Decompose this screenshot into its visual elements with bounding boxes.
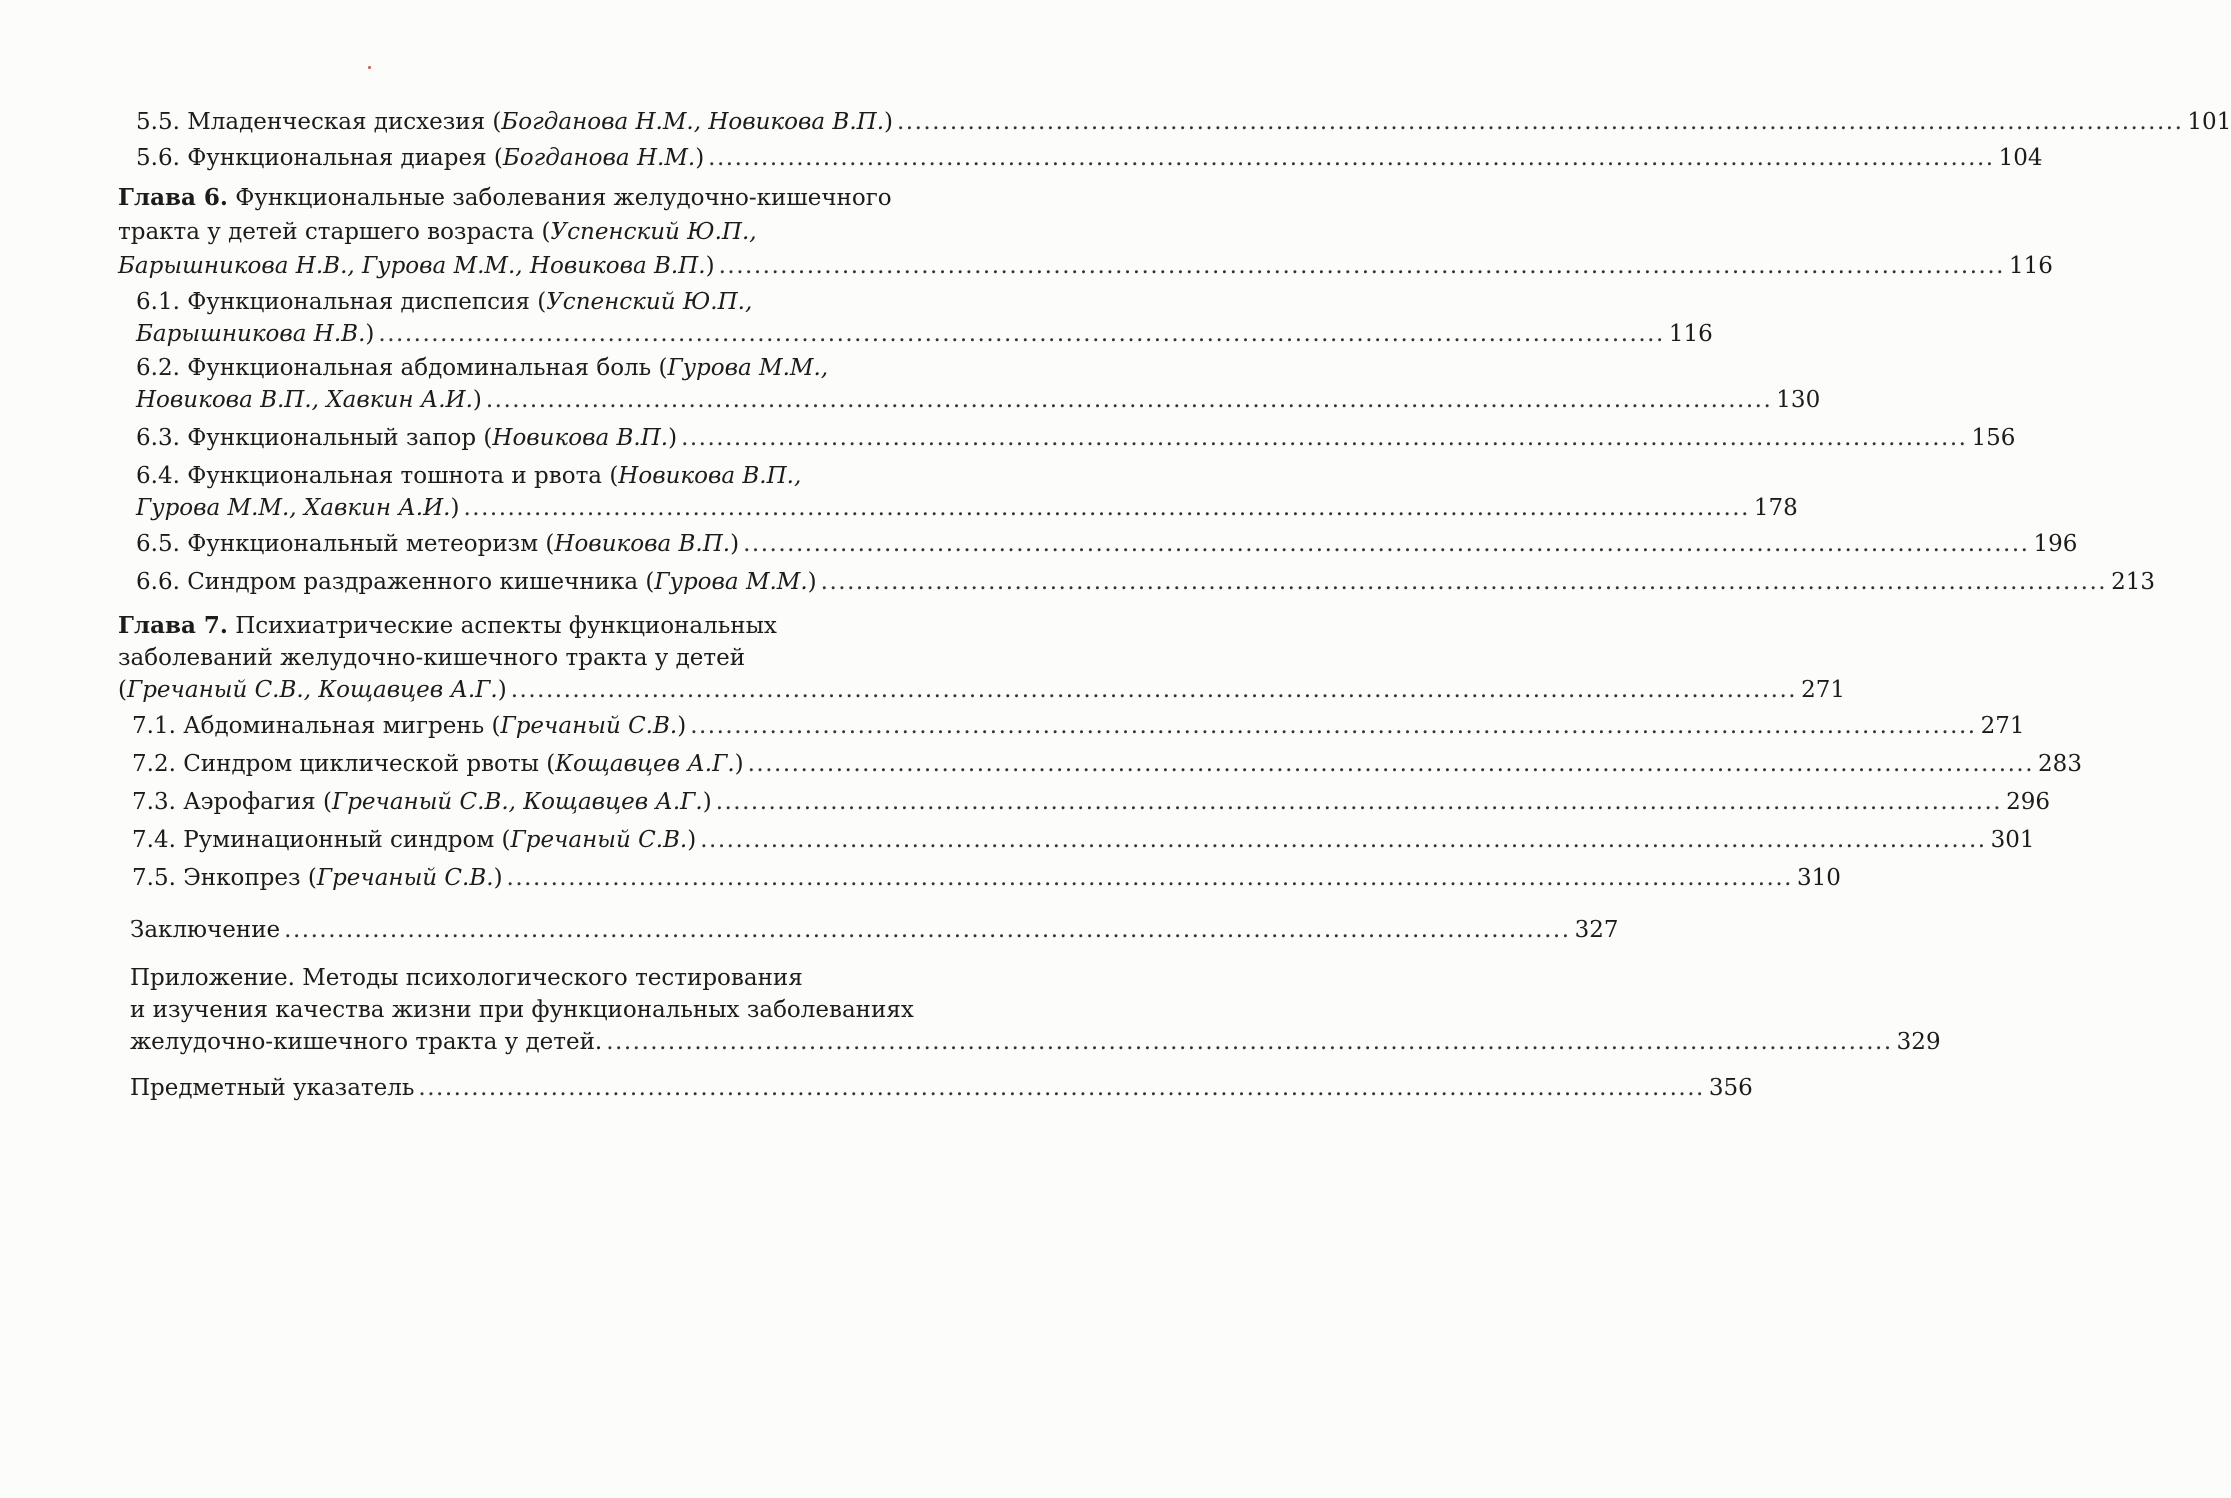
toc-section-title: 6.1. Функциональная диспепсия ( [136, 289, 547, 315]
toc-entry-7-4[interactable]: 7.4. Руминационный синдром (Гречаный С.В.) .................................................................................................................................................. 301 [132, 822, 974, 858]
toc-authors: Успенский Ю.П., [546, 289, 753, 315]
chapter-label: Глава 6. [118, 184, 228, 211]
toc-page-number: 271 [1980, 713, 2025, 739]
toc-page-number: 130 [1776, 387, 1821, 413]
toc-entry-appendix-line-2: и изучения качества жизни при функциональных заболеваниях [130, 997, 914, 1023]
toc-authors: Новикова В.П. [554, 531, 731, 557]
toc-leader-dots: .................................................................................................................................................. [715, 789, 2003, 815]
toc-leader-dots: .................................................................................................................................................. [418, 1075, 1705, 1101]
toc-leader-dots: .................................................................................................................................................. [485, 387, 1773, 413]
toc-leader-dots: .................................................................................................................................................. [747, 751, 2035, 777]
toc-authors: Барышникова Н.В. [136, 321, 366, 347]
toc-leader-dots: .................................................................................................................................................. [718, 253, 2005, 279]
toc-page-number: 310 [1796, 865, 1841, 891]
toc-authors: Гурова М.М., [667, 355, 829, 381]
toc-authors: Гречаный С.В., Кощавцев А.Г. [331, 789, 703, 815]
toc-authors: Богданова Н.М. [502, 145, 696, 171]
toc-leader-dots: .................................................................................................................................................. [284, 917, 1571, 943]
toc-leader-dots: .................................................................................................................................................. [463, 495, 1750, 521]
printing-mark [368, 66, 371, 69]
toc-page-number: 283 [2038, 751, 2082, 777]
toc-leader-dots: .................................................................................................................................................. [708, 145, 1995, 171]
toc-entry-6-2[interactable] [136, 350, 976, 386]
chapter-label: Глава 7. [118, 612, 228, 639]
toc-page-number: 271 [1801, 677, 1846, 703]
toc-entry-appendix[interactable] [130, 960, 976, 996]
toc-entry-appendix-line-3: желудочно-кишечного тракта у детей. .................................................................................................................................................. 329 [130, 1024, 976, 1060]
chapter-title: Функциональные заболевания желудочно-кишечного [227, 185, 892, 211]
toc-authors: Барышникова Н.В., Гурова М.М., Новикова В.П. [118, 253, 706, 279]
toc-authors: Кощавцев А.Г. [555, 751, 735, 777]
toc-authors: Богданова Н.М., Новикова В.П. [501, 109, 885, 135]
toc-entry-6-6[interactable]: 6.6. Синдром раздраженного кишечника (Гурова М.М.) .................................................................................................................................................. 213 [136, 564, 974, 600]
toc-leader-dots: .................................................................................................................................................. [820, 569, 2108, 595]
chapter-6-title-line-3: Барышникова Н.В., Гурова М.М., Новикова В.П.) .................................................................................................................................................. 116 [118, 248, 974, 284]
toc-section-title: 6.2. Функциональная абдоминальная боль ( [136, 355, 668, 381]
toc-leader-dots: .................................................................................................................................................. [897, 109, 2184, 135]
toc-leader-dots: .................................................................................................................................................. [510, 677, 1798, 703]
toc-section-title: 6.3. Функциональный запор ( [136, 425, 493, 451]
toc-authors: Гурова М.М. [654, 569, 808, 595]
toc-leader-dots: .................................................................................................................................................. [743, 531, 2030, 557]
toc-page-number: 213 [2111, 569, 2155, 595]
toc-page-number: 356 [1708, 1075, 1753, 1101]
toc-entry-6-4-cont: Гурова М.М., Хавкин А.И.) .................................................................................................................................................. 178 [136, 490, 974, 526]
toc-entry-6-2-cont: Новикова В.П., Хавкин А.И.) .................................................................................................................................................. 130 [136, 382, 974, 418]
toc-entry-index[interactable] [130, 1070, 1753, 1106]
toc-page-number: 104 [1998, 145, 2043, 171]
toc-page-number: 178 [1753, 495, 1798, 521]
toc-entry-7-1[interactable]: 7.1. Абдоминальная мигрень (Гречаный С.В.) .................................................................................................................................................. 271 [132, 708, 974, 744]
toc-section-title: Предметный указатель [130, 1075, 415, 1101]
toc-authors: Гречаный С.В. [316, 865, 494, 891]
toc-section-title: 7.4. Руминационный синдром ( [132, 827, 511, 853]
toc-authors: Новикова В.П., [618, 463, 802, 489]
toc-authors: Гурова М.М., Хавкин А.И. [136, 495, 451, 521]
toc-authors: Гречаный С.В., Кощавцев А.Г. [126, 677, 498, 703]
toc-page-number: 101 [2187, 109, 2231, 135]
chapter-7-title-line-1[interactable] [118, 608, 978, 644]
toc-authors: Новикова В.П., Хавкин А.И. [136, 387, 473, 413]
toc-page-number: 116 [2009, 253, 2053, 279]
toc-leader-dots: .................................................................................................................................................. [378, 321, 1665, 347]
toc-entry-5-6[interactable]: 5.6. Функциональная диарея (Богданова Н.М.) .................................................................................................................................................. 104 [136, 140, 974, 176]
toc-section-title: 7.5. Энкопрез ( [132, 865, 317, 891]
toc-section-title: 7.2. Синдром циклической рвоты ( [132, 751, 556, 777]
chapter-6-title-line-2: тракта у детей старшего возраста (Успенский Ю.П., [118, 219, 757, 245]
toc-page-number: 296 [2006, 789, 2051, 815]
toc-section-title: Заключение [130, 917, 281, 943]
chapter-6-title-line-1[interactable] [118, 180, 978, 216]
toc-section-title: 5.6. Функциональная диарея ( [136, 145, 503, 171]
toc-page-number: 196 [2033, 531, 2078, 557]
chapter-7-title-line-2: заболеваний желудочно-кишечного тракта у детей [118, 645, 746, 671]
toc-entry-6-1[interactable] [136, 284, 976, 320]
toc-entry-6-4[interactable] [136, 458, 976, 494]
toc-entry-6-5[interactable]: 6.5. Функциональный метеоризм (Новикова В.П.) .................................................................................................................................................. 196 [136, 526, 974, 562]
toc-entry-5-5[interactable]: 5.5. Младенческая дисхезия (Богданова Н.М., Новикова В.П.) .................................................................................................................................................. 101 [136, 104, 974, 140]
toc-section-title: Приложение. Методы психологического тестирования [130, 965, 803, 991]
toc-page-number: 327 [1574, 917, 1619, 943]
toc-leader-dots: .................................................................................................................................................. [690, 713, 1977, 739]
toc-leader-dots: .................................................................................................................................................. [506, 865, 1793, 891]
chapter-7-title-line-3: (Гречаный С.В., Кощавцев А.Г.) .................................................................................................................................................. 271 [118, 672, 974, 708]
toc-section-title: 5.5. Младенческая дисхезия ( [136, 109, 502, 135]
toc-page-number: 156 [1971, 425, 2016, 451]
toc-leader-dots: .................................................................................................................................................. [681, 425, 1968, 451]
toc-entry-7-3[interactable]: 7.3. Аэрофагия (Гречаный С.В., Кощавцев А.Г.) .................................................................................................................................................. 296 [132, 784, 974, 820]
toc-page-number: 116 [1668, 321, 1713, 347]
toc-entry-7-5[interactable]: 7.5. Энкопрез (Гречаный С.В.) .................................................................................................................................................. 310 [132, 860, 974, 896]
toc-entry-6-3[interactable]: 6.3. Функциональный запор (Новикова В.П.) .................................................................................................................................................. 156 [136, 420, 974, 456]
toc-section-title: 6.6. Синдром раздраженного кишечника ( [136, 569, 655, 595]
toc-authors: Гречаный С.В. [500, 713, 678, 739]
toc-entry-6-1-cont: Барышникова Н.В.) .................................................................................................................................................. 116 [136, 316, 974, 352]
toc-leader-dots: .................................................................................................................................................. [606, 1029, 1893, 1055]
toc-entry-conclusion[interactable] [130, 912, 1619, 948]
toc-authors: Успенский Ю.П., [550, 219, 757, 245]
toc-authors: Новикова В.П. [492, 425, 669, 451]
chapter-title: Психиатрические аспекты функциональных [227, 613, 777, 639]
toc-page-number: 301 [1990, 827, 2035, 853]
toc-section-title: 6.4. Функциональная тошнота и рвота ( [136, 463, 619, 489]
toc-page-number: 329 [1896, 1029, 1941, 1055]
toc-section-title: 7.1. Абдоминальная мигрень ( [132, 713, 501, 739]
toc-entry-7-2[interactable]: 7.2. Синдром циклической рвоты (Кощавцев А.Г.) .................................................................................................................................................. 283 [132, 746, 974, 782]
toc-section-title: 7.3. Аэрофагия ( [132, 789, 332, 815]
toc-leader-dots: .................................................................................................................................................. [700, 827, 1987, 853]
toc-authors: Гречаный С.В. [510, 827, 688, 853]
toc-section-title: 6.5. Функциональный метеоризм ( [136, 531, 555, 557]
